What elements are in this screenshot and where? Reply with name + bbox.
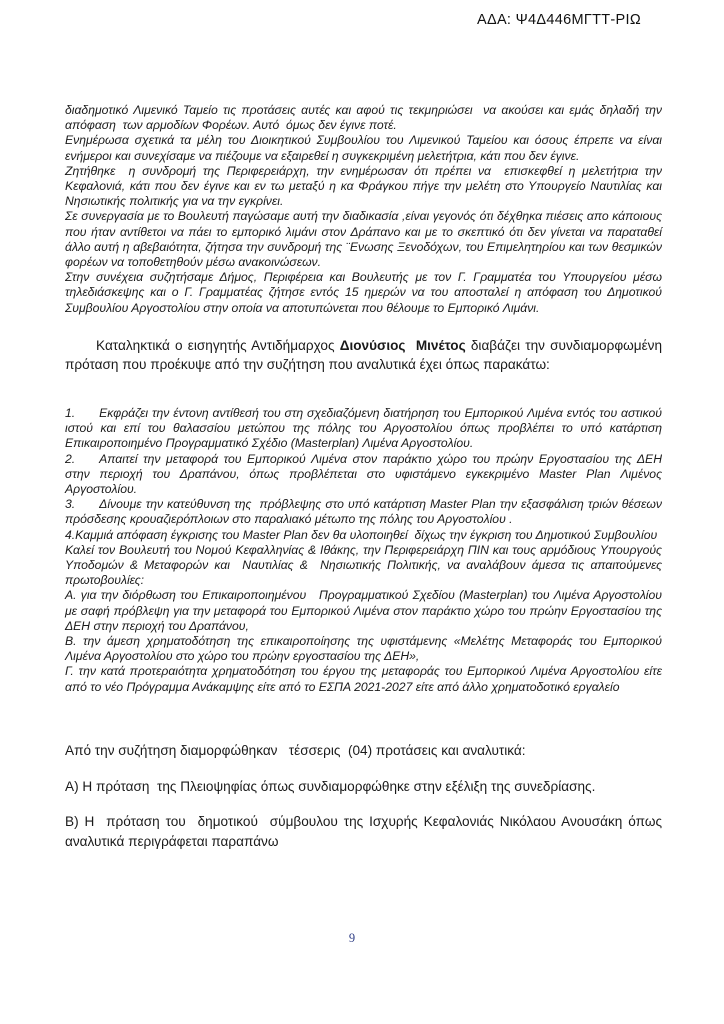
proposal-item-1: [65, 406, 666, 452]
narrative-paragraph-3: Ζητήθηκε η συνδρομή της Περιφερειάρχη, την ενημέρωσαν ότι πρέπει να επισκεφθεί η μελετήτρια την Κεφαλονιά, κάτι που δεν έγινε και εν τω μεταξύ η κα Φράγκου πήγε την μελέτη στο Υπουργείο Ναυτιλίας και Νησιωτικής πολιτικής για να την εγκρίνει.: [65, 163, 666, 209]
conclusion-section: [65, 741, 666, 852]
proposal-lettered-item-a: Α. για την διόρθωση του Επικαιροποιημένου Προγραμματικού Σχεδίου (Masterplan) του Λιμένα Αργοστολίου με σαφή πρόβλεψη για την μεταφορά του Εμπορικού Λιμένα στον παράκτιο χώρο του πρώην Εργοστασίου της ΔΕΗ στην περιοχή του Δραπάνου,: [65, 588, 666, 633]
proposal-item-4: 4.Καμμιά απόφαση έγκρισης του Master Plan δεν θα υλοποιηθεί δίχως την έγκριση του Δημοτικού Συμβουλίου: [65, 527, 658, 542]
narrative-paragraph-2: Ενημέρωσα σχετικά τα μέλη του Διοικητικού Συμβουλίου του Λιμενικού Ταμείου και όσους έπρεπε να είναι ενήμεροι και συνεχίσαμε να πιέζουμε να εξαιρεθεί η συγκεκριμένη μελετήτρια, κάτι που δεν έγινε.: [65, 133, 666, 163]
proposal-item-1-text: Εκφράζει την έντονη αντίθεσή του στη σχεδιαζόμενη διατήρηση του Εμπορικού Λιμένα εντός του αστικού ιστού και επί του θαλασσίου μετώπου της πόλης του Αργοστολίου όπως προβλέπει το υπό κατάρτιση Επικαιροποιημένο Προγραμματικό Σχέδιο (Masterplan) Λιμένα Αργοστολίου.: [65, 406, 666, 451]
page-number: 9: [348, 931, 356, 945]
ada-code: ΑΔΑ: Ψ4Δ446ΜΓΤΤ-ΡΙΩ: [477, 12, 641, 28]
speaker-text-after: διαβάζει την συνδιαμορφωμένη πρόταση που προέκυψε από την συζήτηση που αναλυτικά έχει όπως παρακάτω:: [65, 337, 666, 373]
proposal-item-1-number: 1.: [65, 406, 76, 421]
conclusion-intro: Από την συζήτηση διαμορφώθηκαν τέσσερις (04) προτάσεις και αναλυτικά:: [65, 742, 526, 758]
proposal-item-2: [65, 451, 666, 498]
speaker-text-before: Καταληκτικά ο εισηγητής Αντιδήμαρχος: [96, 337, 340, 353]
conclusion-option-b: Β) Η πρόταση του δημοτικού σύμβουλου της Ισχυρής Κεφαλονιάς Νικόλαου Ανουσάκη όπως αναλυτικά περιγράφεται παραπάνω: [65, 814, 666, 850]
proposal-item-2-number: 2.: [65, 451, 76, 466]
narrative-paragraph-4: Σε συνεργασία με το Βουλευτή παγώσαμε αυτή την διαδικασία ,είναι γεγονός ότι δέχθηκα πιέσεις απο κάποιους που ήταν αντίθετοι να πάει το εμπορικό λιμάνι στον Δράπανο και με το σκεπτικό ότι δεν γίνεται να παραταθεί άλλο αυτή η αβεβαιότητα, ζήτησα την συνδρομή της ¨Ενωσης Ξενοδόχων, του Επιμελητηρίου και των θεσμικών φορέων να τοποθετηθούν μέσω ανακοινώσεων.: [65, 209, 666, 270]
proposal-item-3-number: 3.: [65, 497, 76, 512]
narrative-paragraph-5: Στην συνέχεια συζητήσαμε Δήμος, Περιφέρεια και Βουλευτής με τον Γ. Γραμματέα του Υπουργείου μέσω τηλεδιάσκεψης και ο Γ. Γραμματέας ζήτησε εντός 15 ημερών να του αποσταλεί η απόφαση του Δημοτικού Συμβουλίου Αργοστολίου στην οποία να αποτυπώνεται που θέλουμε το Εμπορικό Λιμάνι.: [65, 270, 666, 315]
proposal-lettered-item-b: Β. την άμεση χρηματοδότηση της επικαιροποίησης της υφιστάμενης «Μελέτης Μεταφοράς του Εμπορικού Λιμένα Αργοστολίου στο χώρο του πρώην εργοστασίου της ΔΕΗ»,: [65, 634, 666, 664]
proposal-section: [65, 406, 666, 695]
proposal-item-3: [65, 497, 666, 527]
speaker-paragraph: [65, 316, 666, 395]
proposal-lettered-item-c: Γ. την κατά προτεραιότητα χρηματοδότηση του έργου της μεταφοράς του Εμπορικού Λιμένα Αργοστολίου είτε από το νέο Πρόγραμμα Ανάκαμψης είτε από το ΕΣΠΑ 2021-2027 είτε από άλλο χρηματοδοτικό εργαλείο: [65, 664, 666, 694]
speaker-name: Διονύσιος Μινέτος: [339, 337, 466, 353]
proposal-call-paragraph: Καλεί τον Βουλευτή του Νομού Κεφαλληνίας & Ιθάκης, την Περιφερειάρχη ΠΙΝ και τους αρμόδιους Υπουργούς Υποδομών & Μεταφορών και Ναυτιλίας & Νησιωτικής Πολιτικής, να αναλάβουν άμεσα τις απαιτούμενες πρωτοβουλίες:: [65, 542, 666, 588]
proposal-item-2-text: Απαιτεί την μεταφορά του Εμπορικού Λιμένα στον παράκτιο χώρο του πρώην Εργοστασίου της ΔΕΗ στην περιοχή του Δραπάνου, όπως προβλέπεται στο υφιστάμενο εγκεκριμένο Master Plan Λιμένος Αργοστολίου.: [65, 451, 666, 497]
conclusion-option-a: Α) Η πρόταση της Πλειοψηφίας όπως συνδιαμορφώθηκε στην εξέλιξη της συνεδρίασης.: [65, 778, 596, 794]
narrative-section: [65, 103, 666, 316]
page-footer: [0, 931, 704, 946]
narrative-paragraph-1: διαδημοτικό Λιμενικό Ταμείο τις προτάσεις αυτές και αφού τις τεκμηριώσει να ακούσει και εμάς δηλαδή την απόφαση των αρμοδίων Φορέων. Αυτό όμως δεν έγινε ποτέ.: [65, 103, 666, 133]
proposal-item-3-text: Δίνουμε την κατεύθυνση της πρόβλεψης στο υπό κατάρτιση Master Plan την εξασφάλιση τριών θέσεων πρόσδεσης κρουαζιερόπλοιων στο παραλιακό μέτωπο της πόλης του Αργοστολίου .: [65, 497, 666, 527]
document-body: [65, 103, 666, 852]
